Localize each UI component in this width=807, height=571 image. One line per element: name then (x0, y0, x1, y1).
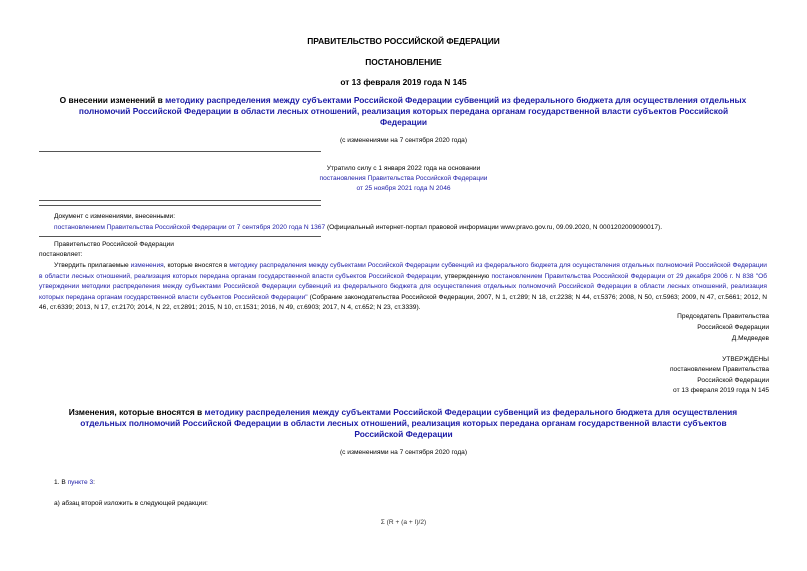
signature-name: Д.Медведев (731, 335, 769, 342)
item-1 (54, 479, 95, 486)
signature-line-2: Российской Федерации (697, 324, 769, 331)
signature-line-1: Председатель Правительства (677, 313, 769, 320)
annex-title-line-1 (39, 407, 767, 417)
divider (39, 236, 321, 237)
body-text-2: , которые вносятся в (163, 262, 230, 269)
repeal-decree-date-link[interactable]: от 25 ноября 2021 года N 2046 (356, 185, 451, 192)
approved-line-3: Российской Федерации (697, 377, 769, 384)
repeal-decree-link[interactable]: постановления Правительства Российской Федерации (319, 175, 488, 182)
annex-title-prefix: Изменения, которые вносятся в (68, 407, 205, 417)
changes-line (54, 224, 662, 231)
item-1a: а) абзац второй изложить в следующей редакции: (54, 500, 208, 507)
annex-title-line-2[interactable]: отдельных полномочий Российской Федерации в области лесных отношений, реализация которых передана органам государственной власти субъектов (80, 418, 727, 428)
document-title-line-2[interactable]: полномочий Российской Федерации в области лесных отношений, реализация которых передана органам государственной власти субъектов Российской (78, 106, 729, 116)
document-title-line-1 (39, 95, 767, 105)
document-type-heading: ПОСТАНОВЛЕНИЕ (365, 57, 442, 67)
annex-methodology-link[interactable]: методику распределения между субъектами Российской Федерации субвенций из федерального бюджета для осуществления (204, 407, 738, 417)
decree-838-link[interactable]: постановлением Правительства Российской Федерации от 29 декабря 2006 г. N 838 "Об утверждении методики распределения между субъектами Российской Федерации субвенций из федерального бюджета для осуществления отдельных полномочий Российской Федерации в области лесных отношений, реализация которых передана органам государственной власти субъектов Российской Федерации" (39, 272, 767, 301)
divider (39, 200, 321, 201)
annex-edition-note: (с изменениями на 7 сентября 2020 года) (339, 449, 468, 456)
title-prefix: О внесении изменений в (59, 95, 166, 105)
divider (39, 151, 321, 152)
amending-decree-link[interactable]: постановлением Правительства Российской Федерации от 7 сентября 2020 года N 1367 (54, 224, 326, 231)
methodology-link[interactable]: методику распределения между субъектами Российской Федерации субвенций из федерального бюджета для осуществления отдельных полномочий Российской Федерации в области лесных отношений, реализация которых передана органам государственной власти субъектов Российской Федерации (39, 262, 767, 280)
body-text-1: Утвердить прилагаемые (54, 262, 131, 269)
formula-preview: Ʃ (R + (a + I)/2) (380, 519, 427, 526)
divider (39, 205, 321, 206)
government-heading: ПРАВИТЕЛЬСТВО РОССИЙСКОЙ ФЕДЕРАЦИИ (307, 36, 500, 46)
annex-title-line-3[interactable]: Российской Федерации (354, 429, 453, 439)
approved-line-2: постановлением Правительства (669, 366, 769, 373)
edition-note: (с изменениями на 7 сентября 2020 года) (339, 137, 468, 144)
body-paragraph (39, 261, 767, 314)
item-1-prefix: 1. В (54, 479, 68, 486)
approved-line-1: УТВЕРЖДЕНЫ (722, 356, 769, 363)
changes-label: Документ с изменениями, внесенными: (54, 213, 176, 220)
preamble-line-1: Правительство Российской Федерации (54, 241, 174, 248)
point-3-link[interactable]: пункте 3 (67, 479, 94, 486)
changes-source: (Официальный интернет-портал правовой информации www.pravo.gov.ru, 09.09.2020, N 0001202009090017). (325, 224, 663, 231)
approved-line-4: от 13 февраля 2019 года N 145 (673, 387, 769, 394)
document-title-line-3[interactable]: Федерации (380, 117, 427, 127)
repeal-note-line-1: Утратило силу с 1 января 2022 года на основании (326, 165, 481, 172)
changes-link[interactable]: изменения (130, 262, 164, 269)
document-date-number: от 13 февраля 2019 года N 145 (340, 77, 467, 87)
title-methodology-link[interactable]: методику распределения между субъектами Российской Федерации субвенций из федерального бюджета для осуществления отдельных (165, 95, 747, 105)
body-text-4: (Собрание законодательства Российской Федерации, 2007, N 1, ст.289; N 18, ст.2238; N 44, ст.5376; 2008, N 50, ст.5963; 2009, N 47, ст.5661; 2012, N 46, ст.6339; 2013, N 17, ст.2170; 2014, N 22, ст.2891; 2015, N 10, ст.1531; 2016, N 49, ст.6903; 2017, N 4, ст.652; N 23, ст.3339). (39, 293, 767, 311)
preamble-line-2: постановляет: (39, 251, 83, 258)
item-1-suffix: : (93, 479, 95, 486)
body-text-3: , утвержденную (440, 272, 492, 280)
